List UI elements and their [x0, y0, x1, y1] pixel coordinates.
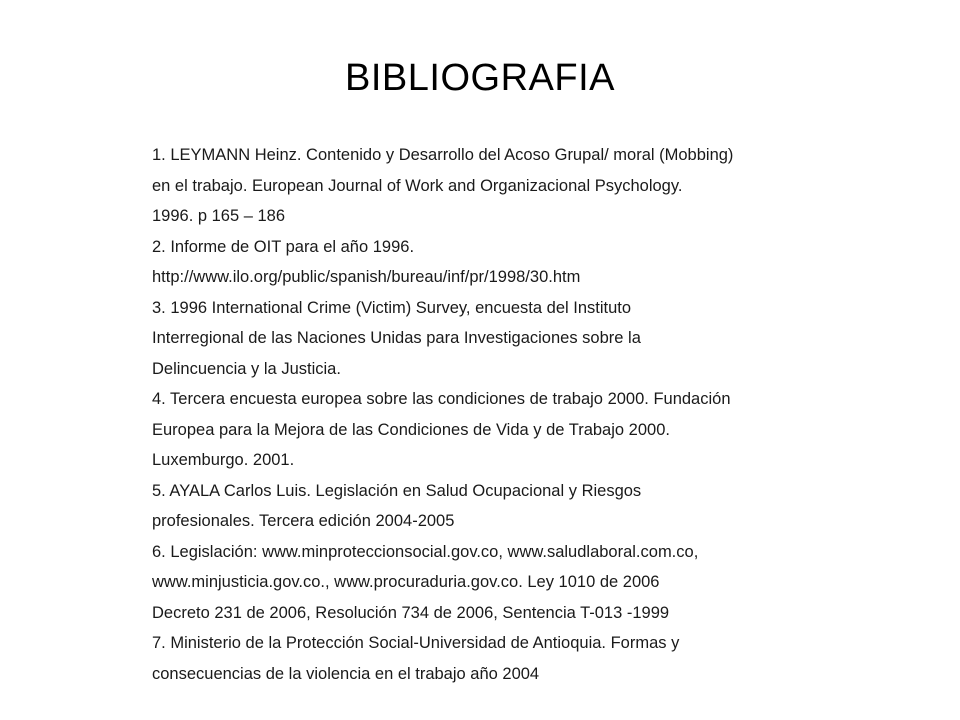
bibliography-line: 2. Informe de OIT para el año 1996.	[152, 237, 415, 256]
bibliography-line: 1996. p 165 – 186	[152, 207, 286, 225]
bibliography-line: consecuencias de la violencia en el trabajo año 2004	[152, 664, 540, 683]
slide-title: BIBLIOGRAFIA	[345, 57, 615, 99]
bibliography-line: Delincuencia y la Justicia.	[152, 359, 341, 378]
bibliography-line: 6. Legislación: www.minproteccionsocial.gov.co, www.saludlaboral.com.co,	[152, 542, 699, 561]
bibliography-line: profesionales. Tercera edición 2004-2005	[152, 512, 455, 530]
bibliography-line: Europea para la Mejora de las Condiciones de Vida y de Trabajo 2000.	[152, 420, 670, 439]
bibliography-line: en el trabajo. European Journal of Work and Organizacional Psychology.	[152, 176, 683, 195]
bibliography-line: 3. 1996 International Crime (Victim) Survey, encuesta del Instituto	[152, 298, 632, 317]
bibliography-line: www.minjusticia.gov.co., www.procuraduria.gov.co. Ley 1010 de 2006	[152, 573, 660, 591]
bibliography-line: Interregional de las Naciones Unidas para Investigaciones sobre la	[152, 329, 641, 347]
bibliography-line: Decreto 231 de 2006, Resolución 734 de 2006, Sentencia T-013 -1999	[152, 603, 670, 622]
bibliography-line: 5. AYALA Carlos Luis. Legislación en Salud Ocupacional y Riesgos	[152, 481, 642, 500]
bibliography-line: 4. Tercera encuesta europea sobre las condiciones de trabajo 2000. Fundación	[152, 390, 731, 408]
bibliography-line: 7. Ministerio de la Protección Social-Universidad de Antioquia. Formas y	[152, 634, 680, 652]
bibliography-line: http://www.ilo.org/public/spanish/bureau/inf/pr/1998/30.htm	[152, 268, 581, 286]
bibliography-body	[152, 140, 872, 689]
bibliography-line: 1. LEYMANN Heinz. Contenido y Desarrollo del Acoso Grupal/ moral (Mobbing)	[152, 146, 734, 164]
bibliography-line: Luxemburgo. 2001.	[152, 451, 295, 469]
